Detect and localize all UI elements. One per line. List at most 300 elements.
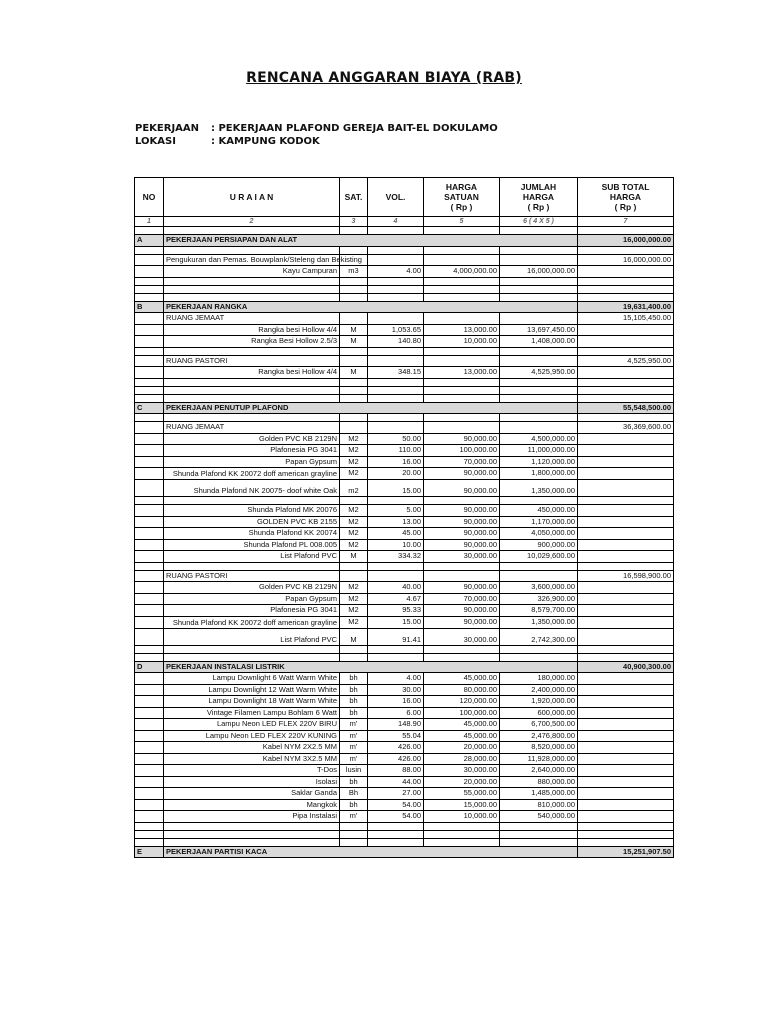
item-unit-price: 10,000.00 xyxy=(424,811,500,823)
empty-cell xyxy=(340,347,368,355)
item-total: 2,742,300.00 xyxy=(500,628,578,645)
section-header-row xyxy=(135,301,674,313)
section-letter: B xyxy=(135,301,164,313)
empty-cell xyxy=(135,673,164,685)
table-row xyxy=(135,788,674,800)
empty-cell xyxy=(164,378,340,386)
empty-cell xyxy=(135,394,164,402)
empty-cell xyxy=(368,570,424,582)
item-unit: bh xyxy=(340,696,368,708)
empty-cell xyxy=(135,570,164,582)
empty-cell xyxy=(340,386,368,394)
empty-cell xyxy=(578,324,674,336)
empty-cell xyxy=(135,811,164,823)
item-unit: M2 xyxy=(340,468,368,480)
blank-row xyxy=(135,246,674,254)
empty-cell xyxy=(578,653,674,661)
empty-cell xyxy=(500,313,578,325)
item-description: Kabel NYM 2X2.5 MM xyxy=(164,742,340,754)
item-description: Shunda Plafond KK 20072 doff american grayline xyxy=(164,468,340,480)
empty-cell xyxy=(578,684,674,696)
empty-cell xyxy=(578,605,674,617)
item-volume: 1,053.65 xyxy=(368,324,424,336)
empty-cell xyxy=(500,355,578,367)
column-index: 1 xyxy=(135,217,164,227)
table-row xyxy=(135,765,674,777)
empty-cell xyxy=(135,414,164,422)
blank-row xyxy=(135,497,674,505)
item-unit: m' xyxy=(340,753,368,765)
empty-cell xyxy=(578,562,674,570)
item-total: 10,029,600.00 xyxy=(500,551,578,563)
item-unit: bh xyxy=(340,776,368,788)
empty-cell xyxy=(368,277,424,285)
header-subtotal-line2: HARGA xyxy=(609,192,642,202)
item-unit: M2 xyxy=(340,539,368,551)
blank-row xyxy=(135,822,674,830)
item-total: 810,000.00 xyxy=(500,799,578,811)
table-row xyxy=(135,336,674,348)
empty-cell xyxy=(340,414,368,422)
item-total: 4,525,950.00 xyxy=(500,367,578,379)
item-volume: 4.00 xyxy=(368,266,424,278)
header-harga-line1: HARGA xyxy=(445,182,478,192)
group-subtotal: 4,525,950.00 xyxy=(578,355,674,367)
item-volume: 110.00 xyxy=(368,445,424,457)
item-unit: Bh xyxy=(340,788,368,800)
blank-row xyxy=(135,830,674,838)
item-total: 1,170,000.00 xyxy=(500,516,578,528)
group-title: RUANG PASTORI xyxy=(164,355,340,367)
empty-cell xyxy=(340,313,368,325)
empty-cell xyxy=(135,696,164,708)
item-description: List Plafond PVC xyxy=(164,628,340,645)
table-row xyxy=(135,628,674,645)
table-row xyxy=(135,776,674,788)
table-row xyxy=(135,539,674,551)
empty-cell xyxy=(578,788,674,800)
empty-cell xyxy=(135,516,164,528)
empty-cell xyxy=(424,562,500,570)
header-sub-total xyxy=(578,178,674,217)
empty-cell xyxy=(135,776,164,788)
table-row xyxy=(135,516,674,528)
item-unit: m' xyxy=(340,730,368,742)
empty-cell xyxy=(368,347,424,355)
item-total: 2,400,000.00 xyxy=(500,684,578,696)
empty-cell xyxy=(135,367,164,379)
empty-cell xyxy=(135,719,164,731)
table-row xyxy=(135,456,674,468)
item-unit-price: 100,000.00 xyxy=(424,707,500,719)
empty-cell xyxy=(578,246,674,254)
item-total: 540,000.00 xyxy=(500,811,578,823)
item-description: Lampu Downlight 6 Watt Warm White xyxy=(164,673,340,685)
empty-cell xyxy=(164,386,340,394)
item-unit-price: 20,000.00 xyxy=(424,776,500,788)
empty-cell xyxy=(340,830,368,838)
blank-row xyxy=(135,378,674,386)
empty-cell xyxy=(135,788,164,800)
empty-cell xyxy=(164,394,340,402)
item-unit-price: 28,000.00 xyxy=(424,753,500,765)
item-volume: 20.00 xyxy=(368,468,424,480)
section-subtotal: 55,548,500.00 xyxy=(578,402,674,414)
section-letter: E xyxy=(135,846,164,858)
empty-cell xyxy=(135,433,164,445)
item-unit-price: 80,000.00 xyxy=(424,684,500,696)
column-index: 7 xyxy=(578,217,674,227)
empty-cell xyxy=(135,605,164,617)
table-row xyxy=(135,433,674,445)
item-volume: 15.00 xyxy=(368,480,424,497)
empty-cell xyxy=(368,838,424,846)
blank-row xyxy=(135,347,674,355)
empty-cell xyxy=(135,422,164,434)
item-unit-price: 90,000.00 xyxy=(424,516,500,528)
group-title: RUANG PASTORI xyxy=(164,570,340,582)
empty-cell xyxy=(135,528,164,540)
empty-cell xyxy=(578,414,674,422)
item-volume: 40.00 xyxy=(368,582,424,594)
item-unit: M xyxy=(340,367,368,379)
empty-cell xyxy=(578,753,674,765)
empty-cell xyxy=(578,367,674,379)
blank-row xyxy=(135,227,674,235)
item-volume: 45.00 xyxy=(368,528,424,540)
empty-cell xyxy=(135,742,164,754)
section-letter: C xyxy=(135,402,164,414)
section-title: PEKERJAAN PERSIAPAN DAN ALAT xyxy=(164,235,578,247)
empty-cell xyxy=(135,468,164,480)
empty-cell xyxy=(424,653,500,661)
item-total: 4,050,000.00 xyxy=(500,528,578,540)
empty-cell xyxy=(500,422,578,434)
item-description: T-Dos xyxy=(164,765,340,777)
item-volume: 16.00 xyxy=(368,456,424,468)
item-total: 600,000.00 xyxy=(500,707,578,719)
empty-cell xyxy=(500,830,578,838)
empty-cell xyxy=(340,422,368,434)
item-description: Vintage Filamen Lampu Bohlam 6 Watt xyxy=(164,707,340,719)
item-volume: 5.00 xyxy=(368,505,424,517)
item-unit: bh xyxy=(340,799,368,811)
item-total: 3,600,000.00 xyxy=(500,582,578,594)
group-row xyxy=(135,355,674,367)
item-volume: 6.00 xyxy=(368,707,424,719)
item-description: Kabel NYM 3X2.5 MM xyxy=(164,753,340,765)
empty-cell xyxy=(368,355,424,367)
empty-cell xyxy=(578,227,674,235)
empty-cell xyxy=(368,227,424,235)
empty-cell xyxy=(578,811,674,823)
item-volume: 88.00 xyxy=(368,765,424,777)
empty-cell xyxy=(368,653,424,661)
empty-cell xyxy=(578,277,674,285)
empty-cell xyxy=(135,497,164,505)
empty-cell xyxy=(135,378,164,386)
item-description: Papan Gypsum xyxy=(164,593,340,605)
item-volume: 140.80 xyxy=(368,336,424,348)
empty-cell xyxy=(368,386,424,394)
item-description: Pipa Instalasi xyxy=(164,811,340,823)
empty-cell xyxy=(164,277,340,285)
item-volume: 91.41 xyxy=(368,628,424,645)
item-unit-price: 90,000.00 xyxy=(424,616,500,628)
empty-cell xyxy=(578,347,674,355)
empty-cell xyxy=(500,838,578,846)
empty-cell xyxy=(500,285,578,293)
empty-cell xyxy=(135,445,164,457)
empty-cell xyxy=(340,497,368,505)
item-unit: M2 xyxy=(340,528,368,540)
header-uraian: U R A I A N xyxy=(164,178,340,217)
table-row xyxy=(135,811,674,823)
empty-cell xyxy=(578,480,674,497)
table-row xyxy=(135,684,674,696)
item-unit: M2 xyxy=(340,433,368,445)
empty-cell xyxy=(340,838,368,846)
group-title: RUANG JEMAAT xyxy=(164,313,340,325)
item-volume: 54.00 xyxy=(368,799,424,811)
item-volume: 44.00 xyxy=(368,776,424,788)
item-total: 6,700,500.00 xyxy=(500,719,578,731)
empty-cell xyxy=(578,551,674,563)
empty-cell xyxy=(578,497,674,505)
empty-cell xyxy=(424,355,500,367)
empty-cell xyxy=(135,628,164,645)
rab-table xyxy=(134,177,674,858)
meta-value: : KAMPUNG KODOK xyxy=(211,136,320,147)
empty-cell xyxy=(500,394,578,402)
empty-cell xyxy=(500,386,578,394)
empty-cell xyxy=(164,830,340,838)
empty-cell xyxy=(135,799,164,811)
item-total: 1,120,000.00 xyxy=(500,456,578,468)
empty-cell xyxy=(578,645,674,653)
column-index: 5 xyxy=(424,217,500,227)
blank-row xyxy=(135,645,674,653)
group-row xyxy=(135,422,674,434)
item-unit-price: 45,000.00 xyxy=(424,719,500,731)
item-unit: m' xyxy=(340,719,368,731)
empty-cell xyxy=(500,645,578,653)
empty-cell xyxy=(340,570,368,582)
item-description: Kayu Campuran xyxy=(164,266,340,278)
item-description: GOLDEN PVC KB 2155 xyxy=(164,516,340,528)
item-unit-price: 90,000.00 xyxy=(424,480,500,497)
section-header-row xyxy=(135,846,674,858)
item-unit: M2 xyxy=(340,516,368,528)
table-row xyxy=(135,605,674,617)
empty-cell xyxy=(368,422,424,434)
empty-cell xyxy=(164,838,340,846)
item-total: 8,520,000.00 xyxy=(500,742,578,754)
item-total: 1,408,000.00 xyxy=(500,336,578,348)
item-volume: 4.00 xyxy=(368,673,424,685)
empty-cell xyxy=(368,293,424,301)
header-harga-satuan xyxy=(424,178,500,217)
empty-cell xyxy=(135,313,164,325)
empty-cell xyxy=(424,347,500,355)
item-unit: bh xyxy=(340,684,368,696)
empty-cell xyxy=(578,673,674,685)
empty-cell xyxy=(578,719,674,731)
empty-cell xyxy=(368,378,424,386)
empty-cell xyxy=(340,355,368,367)
empty-cell xyxy=(340,562,368,570)
empty-cell xyxy=(368,497,424,505)
empty-cell xyxy=(500,653,578,661)
table-row xyxy=(135,753,674,765)
empty-cell xyxy=(135,324,164,336)
empty-cell xyxy=(578,456,674,468)
empty-cell xyxy=(135,355,164,367)
section-title: PEKERJAAN PENUTUP PLAFOND xyxy=(164,402,578,414)
section-subtotal: 40,900,300.00 xyxy=(578,661,674,673)
table-row xyxy=(135,582,674,594)
empty-cell xyxy=(500,562,578,570)
empty-cell xyxy=(340,293,368,301)
empty-cell xyxy=(135,347,164,355)
empty-cell xyxy=(578,696,674,708)
empty-cell xyxy=(135,386,164,394)
item-volume: 55.04 xyxy=(368,730,424,742)
item-unit: m3 xyxy=(340,266,368,278)
empty-cell xyxy=(500,293,578,301)
item-unit-price: 55,000.00 xyxy=(424,788,500,800)
blank-row xyxy=(135,386,674,394)
empty-cell xyxy=(424,254,500,266)
blank-row xyxy=(135,653,674,661)
item-unit: M2 xyxy=(340,445,368,457)
header-subtotal-line3: ( Rp ) xyxy=(614,202,637,212)
header-jumlah-harga xyxy=(500,178,578,217)
item-volume: 15.00 xyxy=(368,616,424,628)
item-total: 450,000.00 xyxy=(500,505,578,517)
empty-cell xyxy=(135,753,164,765)
item-description: Shunda Plafond PL 008.005 xyxy=(164,539,340,551)
empty-cell xyxy=(500,227,578,235)
empty-cell xyxy=(578,293,674,301)
item-total: 11,928,000.00 xyxy=(500,753,578,765)
empty-cell xyxy=(135,505,164,517)
table-row xyxy=(135,730,674,742)
item-total: 326,900.00 xyxy=(500,593,578,605)
empty-cell xyxy=(424,386,500,394)
meta-lokasi xyxy=(135,136,320,147)
empty-cell xyxy=(578,830,674,838)
item-volume: 334.32 xyxy=(368,551,424,563)
item-description: List Plafond PVC xyxy=(164,551,340,563)
item-total: 4,500,000.00 xyxy=(500,433,578,445)
empty-cell xyxy=(340,822,368,830)
empty-cell xyxy=(578,336,674,348)
item-unit-price: 45,000.00 xyxy=(424,673,500,685)
section-title: PEKERJAAN RANGKA xyxy=(164,301,578,313)
empty-cell xyxy=(578,266,674,278)
item-total: 1,350,000.00 xyxy=(500,480,578,497)
empty-cell xyxy=(340,227,368,235)
section-subtotal: 15,251,907.50 xyxy=(578,846,674,858)
item-description: Rangka besi Hollow 4/4 xyxy=(164,324,340,336)
item-description: Saklar Ganda xyxy=(164,788,340,800)
blank-row xyxy=(135,394,674,402)
empty-cell xyxy=(578,838,674,846)
empty-cell xyxy=(135,582,164,594)
item-unit-price: 90,000.00 xyxy=(424,505,500,517)
empty-cell xyxy=(578,468,674,480)
item-unit-price: 90,000.00 xyxy=(424,582,500,594)
empty-cell xyxy=(368,394,424,402)
item-unit: m2 xyxy=(340,480,368,497)
empty-cell xyxy=(500,254,578,266)
empty-cell xyxy=(135,551,164,563)
empty-cell xyxy=(135,707,164,719)
empty-cell xyxy=(578,539,674,551)
empty-cell xyxy=(500,414,578,422)
empty-cell xyxy=(578,386,674,394)
empty-cell xyxy=(578,582,674,594)
item-volume: 148.90 xyxy=(368,719,424,731)
item-unit: M2 xyxy=(340,582,368,594)
empty-cell xyxy=(135,227,164,235)
empty-cell xyxy=(500,246,578,254)
blank-row xyxy=(135,562,674,570)
item-unit-price: 70,000.00 xyxy=(424,456,500,468)
item-total: 1,350,000.00 xyxy=(500,616,578,628)
section-header-row xyxy=(135,402,674,414)
group-title: RUANG JEMAAT xyxy=(164,422,340,434)
group-row xyxy=(135,570,674,582)
item-volume: 27.00 xyxy=(368,788,424,800)
empty-cell xyxy=(340,378,368,386)
item-description: Mangkok xyxy=(164,799,340,811)
section-subtotal: 19,631,400.00 xyxy=(578,301,674,313)
item-unit-price: 90,000.00 xyxy=(424,605,500,617)
item-description: Lampu Neon LED FLEX 220V KUNING xyxy=(164,730,340,742)
table-row xyxy=(135,367,674,379)
table-row xyxy=(135,696,674,708)
item-unit: bh xyxy=(340,673,368,685)
empty-cell xyxy=(135,277,164,285)
empty-cell xyxy=(164,497,340,505)
empty-cell xyxy=(135,456,164,468)
section-title: PEKERJAAN INSTALASI LISTRIK xyxy=(164,661,578,673)
item-total: 16,000,000.00 xyxy=(500,266,578,278)
empty-cell xyxy=(164,227,340,235)
item-description: Plafonesia PG 3041 xyxy=(164,605,340,617)
item-volume: 426.00 xyxy=(368,742,424,754)
empty-cell xyxy=(578,445,674,457)
header-sat: SAT. xyxy=(340,178,368,217)
table-row xyxy=(135,445,674,457)
blank-row xyxy=(135,414,674,422)
empty-cell xyxy=(424,570,500,582)
empty-cell xyxy=(340,645,368,653)
empty-cell xyxy=(424,227,500,235)
item-description: Isolasi xyxy=(164,776,340,788)
empty-cell xyxy=(135,336,164,348)
group-row xyxy=(135,313,674,325)
column-index: 2 xyxy=(164,217,340,227)
table-row xyxy=(135,742,674,754)
empty-cell xyxy=(368,822,424,830)
header-subtotal-line1: SUB TOTAL xyxy=(601,182,650,192)
header-harga-line2: SATUAN xyxy=(444,192,479,202)
header-jumlah-line3: ( Rp ) xyxy=(527,202,550,212)
header-jumlah-line1: JUMLAH xyxy=(520,182,557,192)
